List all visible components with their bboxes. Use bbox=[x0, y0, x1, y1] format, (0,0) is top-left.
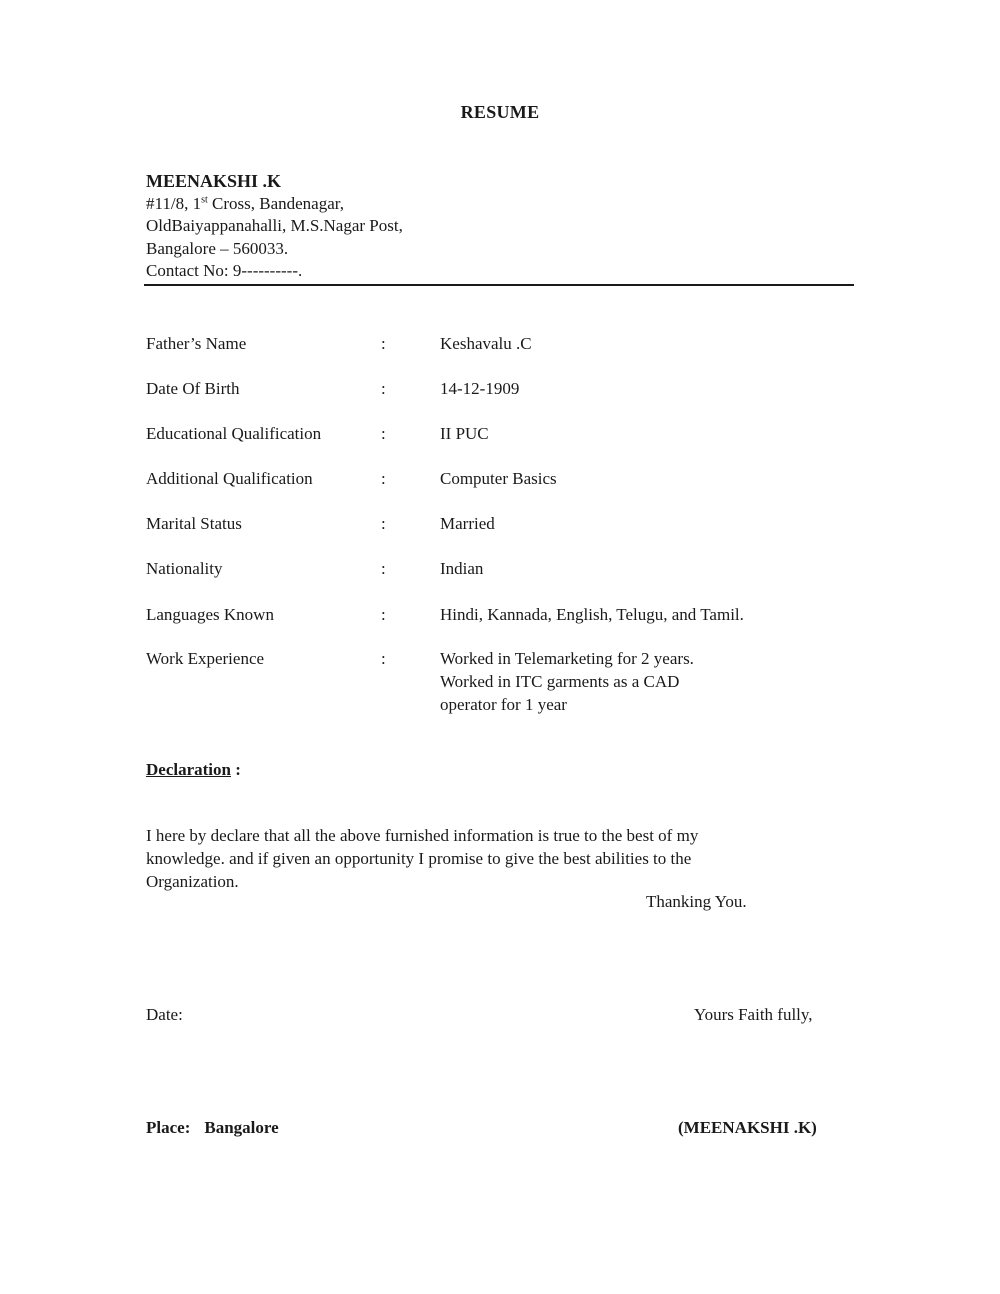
detail-colon: : bbox=[381, 334, 386, 353]
detail-label: Date Of Birth bbox=[146, 379, 240, 398]
detail-colon: : bbox=[381, 469, 386, 488]
applicant-name: MEENAKSHI .K bbox=[146, 171, 282, 191]
work-experience-line: operator for 1 year bbox=[440, 695, 567, 714]
document-title: RESUME bbox=[460, 102, 540, 122]
detail-colon: : bbox=[381, 424, 386, 443]
detail-value: Computer Basics bbox=[440, 469, 557, 488]
detail-colon: : bbox=[381, 559, 386, 578]
header-divider bbox=[144, 284, 854, 286]
detail-label: Educational Qualification bbox=[146, 424, 322, 443]
detail-colon: : bbox=[381, 379, 386, 398]
date-label: Date: bbox=[146, 1005, 183, 1024]
detail-value: Hindi, Kannada, English, Telugu, and Tamil. bbox=[440, 605, 744, 624]
detail-value: 14-12-1909 bbox=[440, 379, 520, 398]
work-experience-line: Worked in Telemarketing for 2 years. bbox=[440, 649, 694, 668]
declaration-heading bbox=[146, 760, 241, 780]
detail-label: Marital Status bbox=[146, 514, 242, 533]
declaration-line: I here by declare that all the above furnished information is true to the best of my bbox=[146, 826, 699, 845]
detail-value: Married bbox=[440, 514, 495, 533]
detail-colon: : bbox=[381, 605, 386, 624]
signature-name: (MEENAKSHI .K) bbox=[678, 1118, 817, 1137]
declaration-heading-colon: : bbox=[230, 760, 241, 779]
detail-value: II PUC bbox=[440, 424, 489, 443]
declaration-line: Organization. bbox=[146, 872, 239, 891]
declaration-text bbox=[146, 824, 796, 893]
thanking-you: Thanking You. bbox=[646, 892, 747, 911]
detail-value: Keshavalu .C bbox=[440, 334, 532, 353]
detail-label: Work Experience bbox=[146, 649, 265, 668]
declaration-heading-text: Declaration bbox=[146, 760, 231, 779]
detail-value: Indian bbox=[440, 559, 484, 578]
detail-colon: : bbox=[381, 514, 386, 533]
contact-line: Contact No: 9----------. bbox=[146, 261, 303, 280]
detail-label: Additional Qualification bbox=[146, 469, 313, 488]
address-line-2: OldBaiyappanahalli, M.S.Nagar Post, bbox=[146, 216, 403, 235]
address-line-3: Bangalore – 560033. bbox=[146, 238, 289, 258]
header-block bbox=[146, 170, 403, 283]
detail-label: Languages Known bbox=[146, 605, 274, 624]
work-experience-line: Worked in ITC garments as a CAD bbox=[440, 672, 680, 691]
address-line-1-suffix: Cross, Bandenagar, bbox=[207, 193, 344, 213]
address-line-1-prefix: #11/8, 1 bbox=[146, 193, 202, 213]
address-line-1-sup: st bbox=[201, 193, 208, 205]
place-label: Place: bbox=[146, 1118, 191, 1137]
place-value: Bangalore bbox=[204, 1118, 279, 1137]
detail-label: Father’s Name bbox=[146, 334, 247, 353]
closing-text: Yours Faith fully, bbox=[694, 1005, 813, 1024]
declaration-line: knowledge. and if given an opportunity I promise to give the best abilities to the bbox=[146, 849, 692, 868]
place-line bbox=[146, 1118, 279, 1138]
detail-value-multiline bbox=[440, 647, 840, 716]
detail-label: Nationality bbox=[146, 559, 223, 578]
address-line-1 bbox=[146, 193, 403, 216]
detail-colon: : bbox=[381, 649, 386, 668]
